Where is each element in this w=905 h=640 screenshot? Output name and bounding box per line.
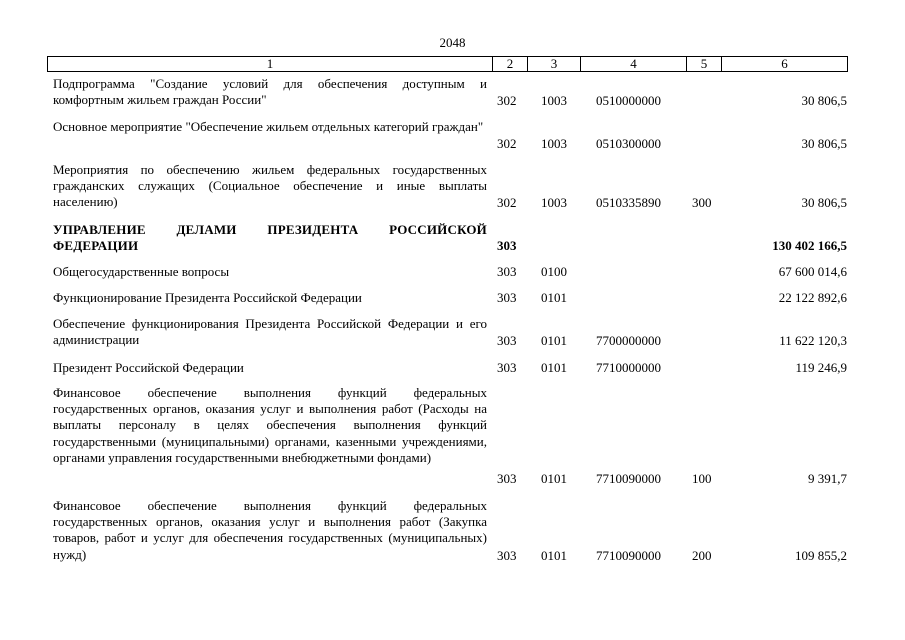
row-code-4: 0510300000 — [596, 136, 661, 151]
row-code-4: 7710000000 — [596, 360, 661, 375]
row-description: Общегосударственные вопросы — [53, 264, 230, 279]
row-description: Финансовое обеспечение выполнения функций федеральных государственных органов, оказания услуг и выполнения работ (Расходы на выплаты персоналу в целях обеспечения выполнения функций государственными (муниципальными) органами, казенными учреждениями, органами управления государственными внебюджетными фондами) — [53, 385, 487, 465]
row-amount: 30 806,5 — [801, 136, 847, 151]
row-code-5: 200 — [692, 548, 712, 563]
row-description: Основное мероприятие "Обеспечение жильем отдельных категорий граждан" — [53, 119, 484, 134]
row-code-4: 0510335890 — [596, 195, 661, 210]
row-code-2: 302 — [497, 136, 517, 151]
row-code-2: 302 — [497, 93, 517, 108]
row-code-5: 300 — [692, 195, 712, 210]
header-col-6: 6 — [721, 56, 848, 72]
row-amount: 130 402 166,5 — [772, 238, 847, 253]
page-number: 2048 — [439, 35, 466, 50]
row-code-2: 303 — [497, 238, 517, 253]
row-amount: 9 391,7 — [808, 471, 847, 486]
row-description: Мероприятия по обеспечению жильем федеральных государственных гражданских служащих (Социальное обеспечение и иные выплаты населению) — [53, 162, 487, 210]
row-code-3: 0101 — [541, 290, 567, 305]
header-col-5: 5 — [686, 56, 722, 72]
row-code-2: 302 — [497, 195, 517, 210]
row-code-2: 303 — [497, 290, 517, 305]
header-col-1: 1 — [47, 56, 493, 72]
header-col-4: 4 — [580, 56, 687, 72]
row-amount: 30 806,5 — [801, 93, 847, 108]
row-code-3: 0100 — [541, 264, 567, 279]
row-code-4: 7710090000 — [596, 548, 661, 563]
row-code-4: 0510000000 — [596, 93, 661, 108]
row-description: Обеспечение функционирования Президента Российской Федерации и его администрации — [53, 316, 487, 348]
row-description: Подпрограмма "Создание условий для обеспечения доступным и комфортным жильем граждан России" — [53, 76, 487, 108]
row-code-3: 1003 — [541, 136, 567, 151]
section-title: УПРАВЛЕНИЕ ДЕЛАМИ ПРЕЗИДЕНТА РОССИЙСКОЙ ФЕДЕРАЦИИ — [53, 222, 487, 254]
row-code-4: 7700000000 — [596, 333, 661, 348]
row-amount: 109 855,2 — [795, 548, 847, 563]
row-code-3: 1003 — [541, 93, 567, 108]
row-code-2: 303 — [497, 333, 517, 348]
row-code-2: 303 — [497, 471, 517, 486]
row-description: Президент Российской Федерации — [53, 360, 244, 375]
row-code-3: 0101 — [541, 471, 567, 486]
row-code-3: 0101 — [541, 360, 567, 375]
row-amount: 119 246,9 — [795, 360, 847, 375]
row-code-5: 100 — [692, 471, 712, 486]
row-amount: 22 122 892,6 — [778, 290, 847, 305]
row-amount: 30 806,5 — [801, 195, 847, 210]
row-code-2: 303 — [497, 548, 517, 563]
header-col-2: 2 — [492, 56, 528, 72]
row-code-3: 1003 — [541, 195, 567, 210]
row-amount: 67 600 014,6 — [778, 264, 847, 279]
row-code-4: 7710090000 — [596, 471, 661, 486]
row-description: Финансовое обеспечение выполнения функций федеральных государственных органов, оказания услуг и выполнения работ (Закупка товаров, работ и услуг для обеспечения государственных (муниципальных) нужд) — [53, 498, 487, 562]
row-code-3: 0101 — [541, 548, 567, 563]
row-code-3: 0101 — [541, 333, 567, 348]
row-description: Функционирование Президента Российской Федерации — [53, 290, 362, 305]
header-col-3: 3 — [527, 56, 581, 72]
row-code-2: 303 — [497, 360, 517, 375]
row-amount: 11 622 120,3 — [779, 333, 847, 348]
row-code-2: 303 — [497, 264, 517, 279]
